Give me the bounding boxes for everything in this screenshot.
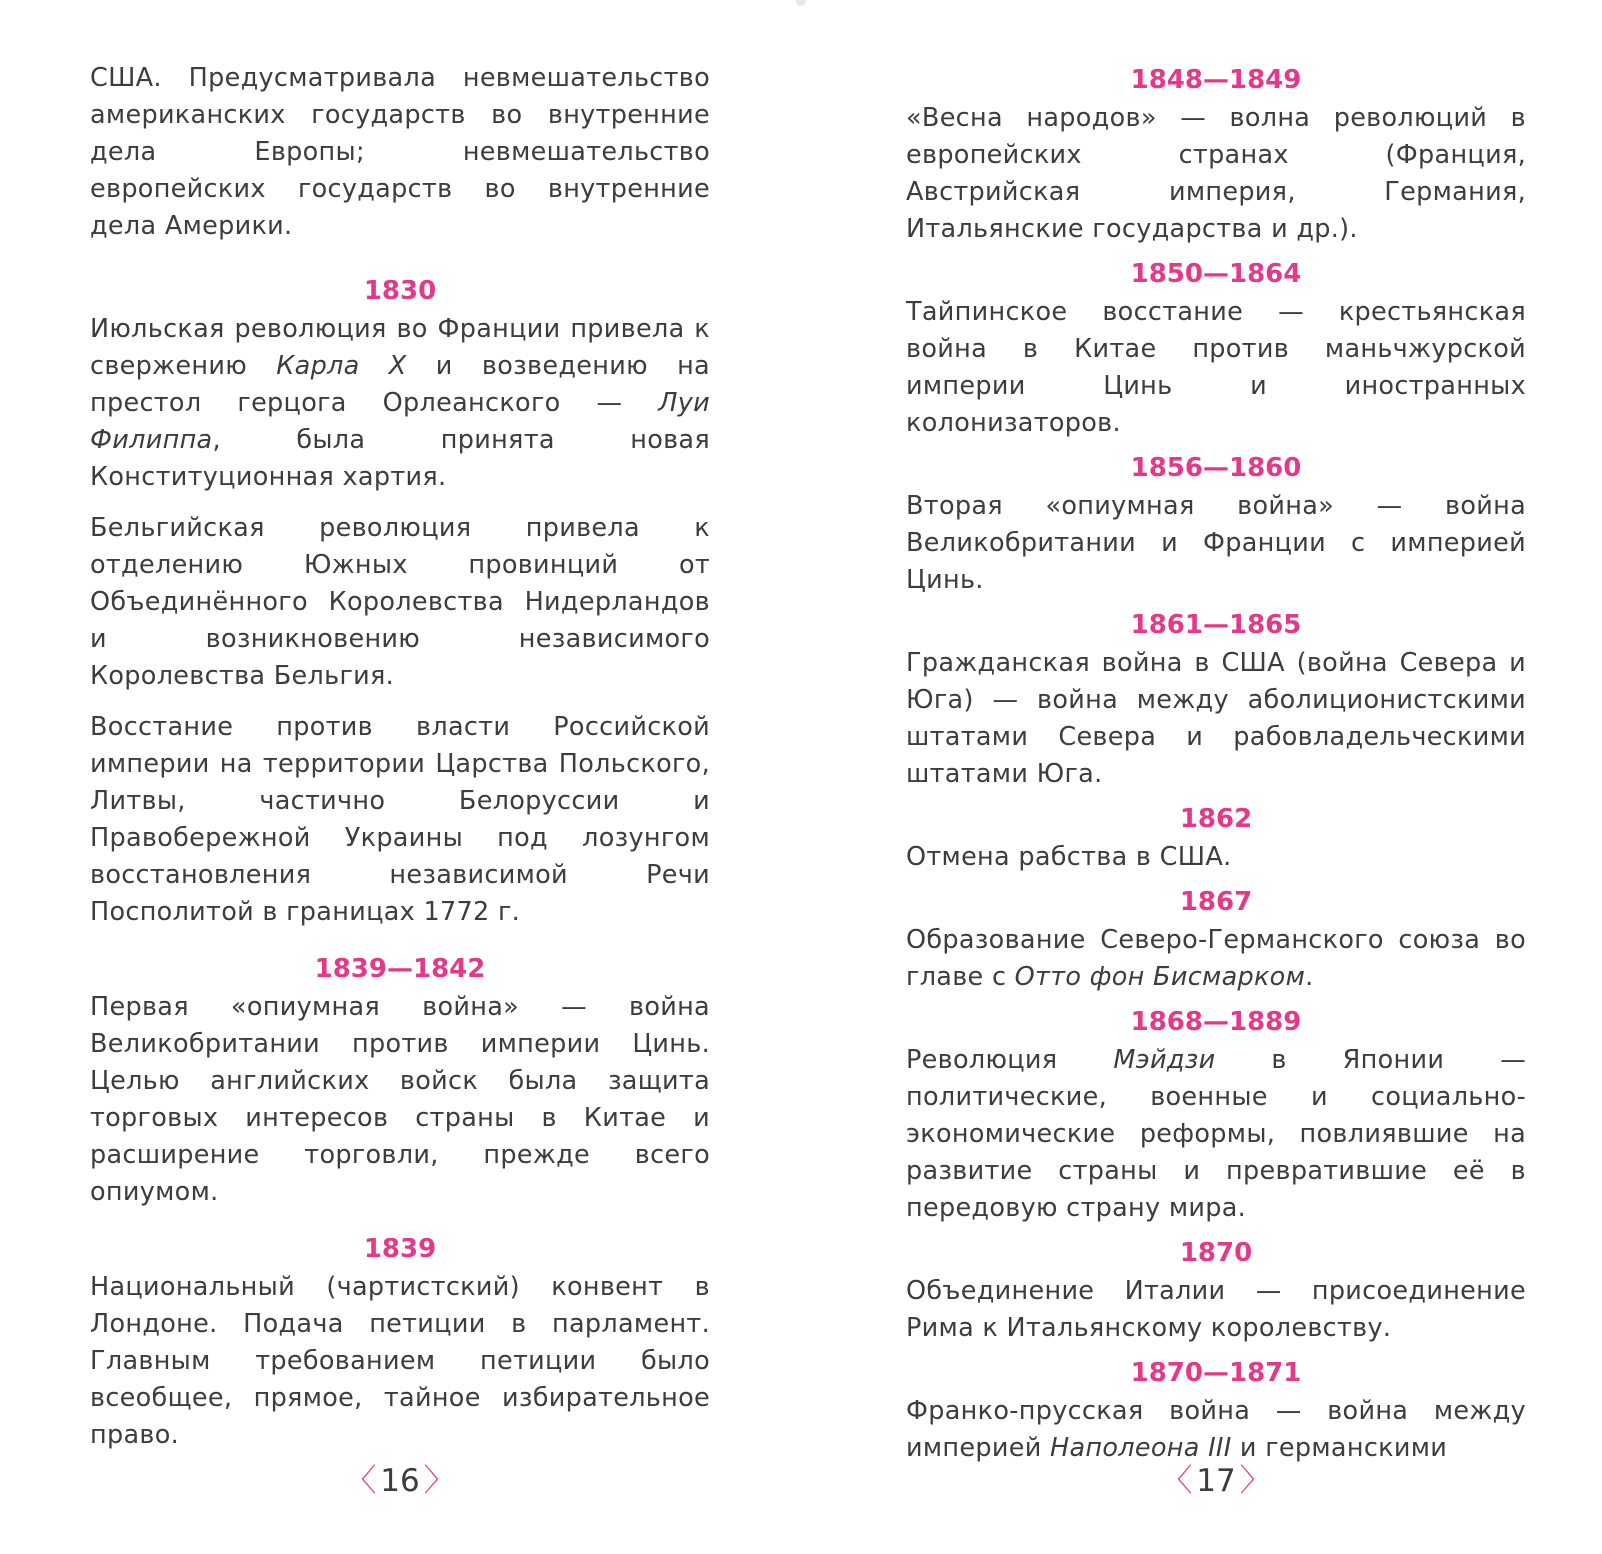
text-run: . <box>1305 962 1314 992</box>
paragraph-meiji-restoration <box>906 1042 1526 1227</box>
year-heading-1830: 1830 <box>363 276 437 306</box>
page-bracket-close-icon: 〉 <box>423 1463 455 1499</box>
italic-name-meiji: Мэйдзи <box>1113 1045 1216 1075</box>
text-run: Июльская революция во Франции привела к свержению <box>90 314 710 381</box>
paragraph-chartist-convention: Национальный (чартистский) конвент в Лондоне. Подача петиции в парламент. Главным требованием петиции было всеобщее, прямое, тайное избирательное право. <box>90 1272 710 1450</box>
year-heading-1861-1865: 1861—1865 <box>1130 610 1302 640</box>
year-heading-1870-1871: 1870—1871 <box>1130 1358 1302 1388</box>
italic-name-louis-philippe: Луи Филиппа <box>90 388 710 455</box>
year-heading-1848-1849: 1848—1849 <box>1130 65 1302 95</box>
paragraph-abolition-of-slavery: Отмена рабства в США. <box>906 842 1232 872</box>
paragraph-taiping-rebellion: Тайпинское восстание — крестьянская война в Китае против маньчжурской империи Цинь и иностранных колонизаторов. <box>906 297 1526 438</box>
page-number-left <box>300 1455 500 1500</box>
year-heading-1856-1860: 1856—1860 <box>1130 453 1302 483</box>
page-number-value: 16 <box>380 1463 420 1499</box>
text-run: и возведению на престол герцога Орлеанского — <box>90 351 710 418</box>
left-page <box>90 60 710 1454</box>
text-run: Образование Северо-Германского союза во главе с <box>906 925 1526 992</box>
paragraph-spring-of-nations: «Весна народов» — волна революций в европейских странах (Франция, Австрийская империя, Германия, Итальянские государства и др.). <box>906 103 1526 244</box>
year-heading-1839-1842: 1839—1842 <box>314 954 486 984</box>
text-run: Франко-прусская война — война между империей <box>906 1396 1526 1463</box>
italic-name-bismarck: Отто фон Бисмарком <box>1014 962 1306 992</box>
right-page <box>906 60 1526 1467</box>
paragraph-july-revolution <box>90 311 710 496</box>
intro-paragraph: США. Предусматривала невмешательство американских государств во внутренние дела Европы; невмешательство европейских государств во внутренние дела Америки. <box>90 63 710 241</box>
gutter-mark <box>796 0 806 6</box>
year-heading-1867: 1867 <box>1179 887 1253 917</box>
paragraph-us-civil-war: Гражданская война в США (война Севера и Юга) — война между аболиционистскими штатами Севера и рабовладельческими штатами Юга. <box>906 648 1526 789</box>
text-run: и германскими <box>1231 1433 1448 1463</box>
paragraph-italian-unification: Объединение Италии — присоединение Рима к Итальянскому королевству. <box>906 1276 1526 1343</box>
text-run: в Японии — политические, военные и социально-экономические реформы, повлиявшие на развитие страны и превратившие её в передовую страну мира. <box>906 1045 1526 1223</box>
page-bracket-open-icon: 〈 <box>345 1463 377 1499</box>
year-heading-1850-1864: 1850—1864 <box>1130 259 1302 289</box>
year-heading-1870: 1870 <box>1179 1238 1253 1268</box>
paragraph-north-german-confederation <box>906 922 1526 996</box>
page-bracket-open-icon: 〈 <box>1161 1463 1193 1499</box>
italic-name-napoleon-iii: Наполеона III <box>1050 1433 1232 1463</box>
paragraph-second-opium-war: Вторая «опиумная война» — война Великобритании и Франции с империей Цинь. <box>906 491 1526 595</box>
year-heading-1862: 1862 <box>1179 804 1253 834</box>
page-bracket-close-icon: 〉 <box>1239 1463 1271 1499</box>
paragraph-polish-uprising: Восстание против власти Российской империи на территории Царства Польского, Литвы, частично Белоруссии и Правобережной Украины под лозунгом восстановления независимой Речи Посполитой в границах 1772 г. <box>90 712 710 927</box>
year-heading-1839: 1839 <box>363 1234 437 1264</box>
italic-name-charles-x: Карла X <box>276 351 407 381</box>
page-number-value: 17 <box>1196 1463 1236 1499</box>
year-heading-1868-1889: 1868—1889 <box>1130 1007 1302 1037</box>
page-number-right <box>1116 1455 1316 1500</box>
text-run: Революция <box>906 1045 1114 1075</box>
paragraph-first-opium-war: Первая «опиумная война» — война Великобритании против империи Цинь. Целью английских войск была защита торговых интересов страны в Китае и расширение торговли, прежде всего опиумом. <box>90 992 710 1207</box>
paragraph-belgian-revolution: Бельгийская революция привела к отделению Южных провинций от Объединённого Королевства Нидерландов и возникновению независимого Королевства Бельгия. <box>90 513 710 691</box>
text-run: , была принята новая Конституционная хартия. <box>90 425 710 492</box>
